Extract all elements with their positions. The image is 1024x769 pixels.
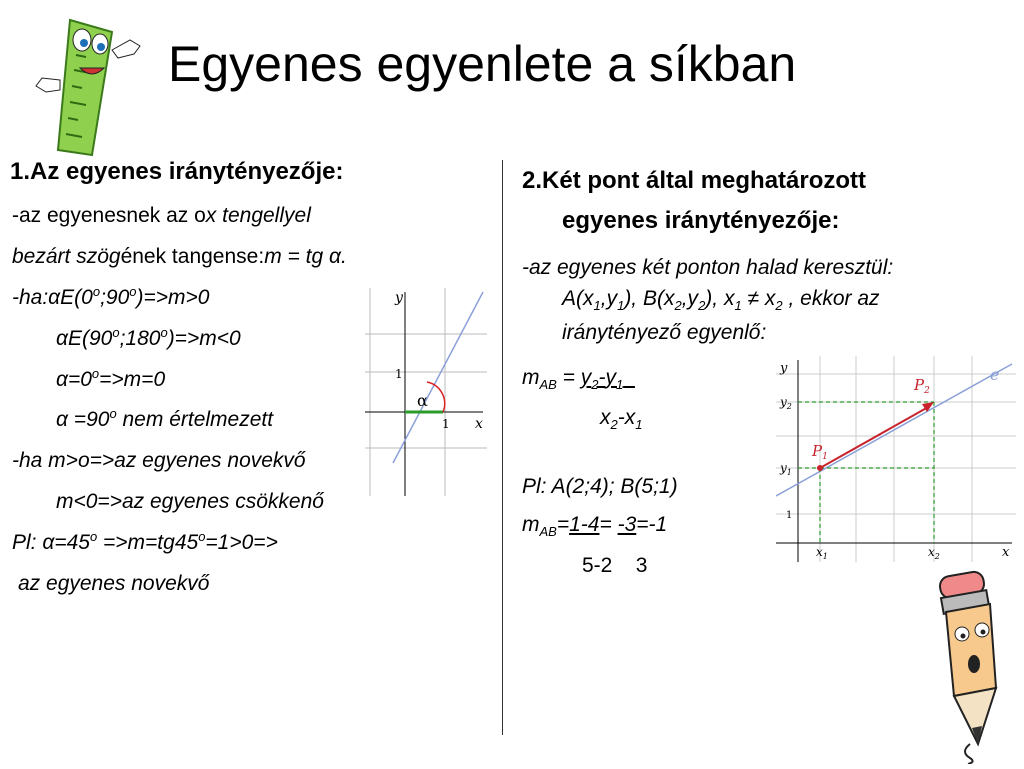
angle-figure (365, 288, 487, 496)
right-line-3: iránytényező egyenlő: (562, 321, 767, 344)
left-line-6 (56, 407, 273, 433)
left-line-5 (56, 367, 165, 393)
sub: 1 (734, 298, 742, 314)
text: 5-2 (582, 554, 613, 577)
text: = (556, 513, 570, 536)
right-line-1: -az egyenes két ponton halad keresztül: (522, 256, 894, 279)
text: A(x (562, 287, 594, 310)
text: ), x (705, 287, 735, 310)
text: - (617, 406, 625, 429)
y1-label: $y_1$ (780, 461, 792, 477)
left-line-1 (12, 203, 311, 229)
text: =>m=tg45 (97, 531, 199, 554)
text: )=>m>0 (136, 286, 210, 309)
y-axis-label: y (395, 290, 403, 306)
text: m (522, 366, 540, 389)
text: -ha:αE(0 (12, 286, 93, 309)
text: m = tg α. (264, 245, 347, 268)
sub: AB (539, 524, 557, 540)
text: α =90 (56, 408, 110, 431)
right-heading-1: 2.Két pont által meghatározott (522, 167, 867, 194)
sub: 2 (591, 377, 599, 393)
line-e-label: e (990, 365, 1000, 384)
degree: o (160, 325, 168, 340)
text: =1>0=> (205, 531, 278, 554)
text: = (556, 366, 581, 389)
left-line-8: m<0=>az egyenes csökkenő (56, 490, 324, 513)
text: αE(90 (56, 327, 113, 350)
example-slope (522, 512, 667, 538)
text: Pl: α=45 (12, 531, 90, 554)
pencil-mascot-icon (930, 568, 1010, 764)
text: m (522, 513, 540, 536)
right-heading-2: egyenes iránytényezője: (562, 207, 840, 234)
text: = (599, 513, 618, 536)
p1-label: $P_1$ (812, 442, 828, 462)
sub: 2 (674, 298, 682, 314)
right-line-2 (562, 286, 880, 312)
text: =>m=0 (99, 368, 166, 391)
degree: o (109, 406, 117, 421)
text: x (624, 406, 636, 429)
sub: 1 (616, 377, 624, 393)
text: ≠ x (741, 287, 776, 310)
left-line-9 (12, 530, 278, 556)
y-axis-label: y (780, 361, 788, 376)
degree: o (129, 284, 137, 299)
tick-y1: 1 (395, 367, 403, 381)
text: , ekkor az (782, 287, 880, 310)
text: ,y (681, 287, 699, 310)
x-axis-label: x (1002, 545, 1010, 560)
example-points: Pl: A(2;4); B(5;1) (522, 475, 678, 498)
tick-x1: 1 (442, 417, 450, 431)
sub: AB (539, 377, 557, 393)
left-line-2 (12, 244, 347, 270)
sub: 1 (593, 298, 601, 314)
example-denominators (582, 553, 647, 579)
slope-formula-numerator (522, 365, 635, 391)
text: -3 (617, 513, 637, 536)
text: nem értelmezett (116, 408, 274, 431)
sub: 2 (698, 298, 706, 314)
x-axis-label: x (475, 416, 483, 432)
text: y (580, 366, 592, 389)
text: 1-4 (569, 513, 600, 536)
text: x (600, 406, 611, 429)
text: α=0 (56, 368, 92, 391)
degree: o (112, 325, 120, 340)
left-line-3 (12, 285, 209, 311)
text: -az egyenesnek az o (12, 204, 206, 227)
sub: 2 (610, 417, 618, 433)
degree: o (89, 529, 98, 544)
text: ), B(x (624, 287, 675, 310)
tick-y1: 1 (786, 510, 793, 521)
x2-label: $x_2$ (928, 545, 940, 561)
ruler-mascot-icon (30, 10, 150, 160)
p2-label: $P_2$ (914, 376, 930, 396)
text: x tengellyel (205, 204, 311, 227)
y2-label: $y_2$ (780, 395, 792, 411)
alpha-label: α (417, 391, 428, 410)
degree: o (92, 284, 101, 299)
text: - (598, 366, 606, 389)
text: =-1 (636, 513, 668, 536)
page-title: Egyenes egyenlete a síkban (168, 36, 797, 92)
left-line-4 (56, 326, 241, 352)
text: 3 (635, 554, 648, 577)
column-divider (502, 160, 503, 735)
text: bezárt szög (12, 245, 121, 268)
degree: o (198, 529, 206, 544)
x1-label: $x_1$ (816, 545, 828, 561)
left-line-10: az egyenes novekvő (18, 572, 210, 595)
left-heading: 1.Az egyenes iránytényezője: (10, 158, 344, 185)
text: )=>m<0 (167, 327, 241, 350)
degree: o (91, 366, 100, 381)
text: ének tangense: (120, 245, 265, 268)
text: y (605, 366, 617, 389)
text: ;90 (100, 286, 130, 309)
sub: 2 (775, 298, 783, 314)
two-point-figure (776, 356, 1016, 562)
text: ;180 (119, 327, 161, 350)
slope-formula-denominator (600, 405, 642, 431)
text: ,y (600, 287, 618, 310)
left-line-7: -ha m>o=>az egyenes novekvő (12, 449, 306, 472)
sub: 1 (617, 298, 625, 314)
sub: 1 (635, 417, 643, 433)
